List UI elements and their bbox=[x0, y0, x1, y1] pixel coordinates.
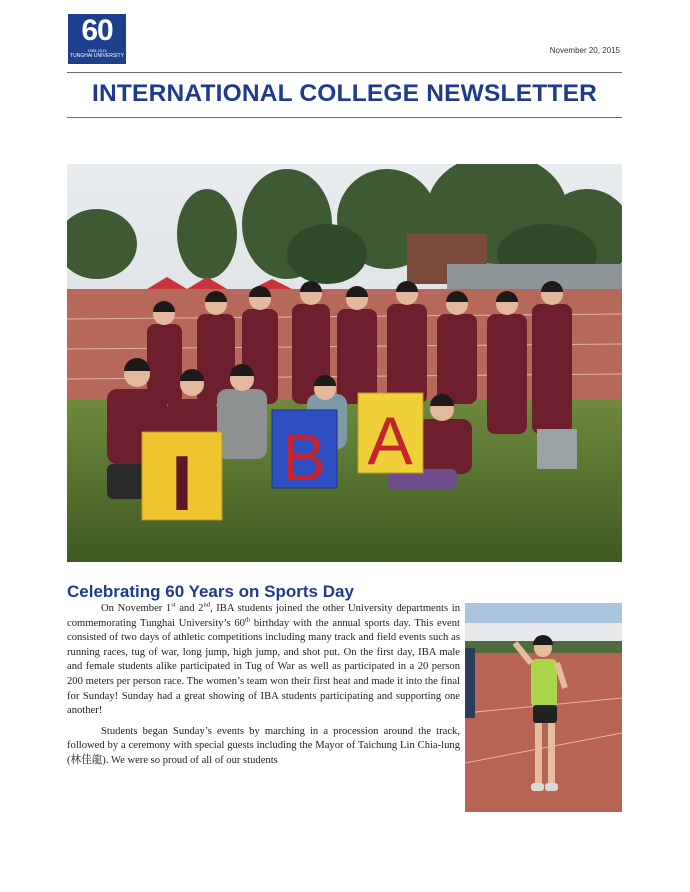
article-paragraph-1: On November 1st and 2nd, IBA students joined the other University departments in commemorating Tunghai University’s 60th birthday with the annual sports day. This event consisted of two days of athletic competitions including many track and field events such as running races, tug of war, long jump, high jump, and shot put. On the first day, IBA male and female students alike participated in Tug of War as well as participated in a 20 person 200 meters per person race. The women’s team won their first heat and made it into the final for Sunday! Sunday had a great showing of IBA students participating and supporting one another! bbox=[67, 602, 460, 717]
svg-text:I: I bbox=[171, 439, 193, 527]
main-photo bbox=[67, 164, 622, 562]
logo-university-name: TUNGHAI UNIVERSITY bbox=[70, 53, 124, 59]
article-paragraph-2: Students began Sunday’s events by marching in a procession around the track, followed by a ceremony with special guests including the Mayor of Taichung Lin Chia-lung (林佳龍). We were so proud of all of our students bbox=[67, 725, 460, 766]
svg-text:B: B bbox=[281, 420, 327, 494]
newsletter-title: INTERNATIONAL COLLEGE NEWSLETTER bbox=[91, 80, 597, 107]
issue-date: November 20, 2015 bbox=[549, 46, 620, 55]
svg-text:A: A bbox=[367, 403, 413, 479]
side-photo bbox=[465, 603, 622, 812]
logo-years: 1955-2015 bbox=[87, 48, 107, 53]
logo-number: 60 bbox=[81, 14, 113, 47]
sign-a bbox=[358, 393, 423, 479]
article-heading: Celebrating 60 Years on Sports Day bbox=[67, 582, 354, 601]
header-bottom-rule bbox=[67, 117, 622, 118]
university-logo bbox=[68, 14, 126, 64]
sign-b bbox=[272, 410, 337, 494]
sign-i bbox=[142, 432, 222, 527]
article-body bbox=[67, 602, 460, 812]
header-top-rule bbox=[67, 72, 622, 73]
